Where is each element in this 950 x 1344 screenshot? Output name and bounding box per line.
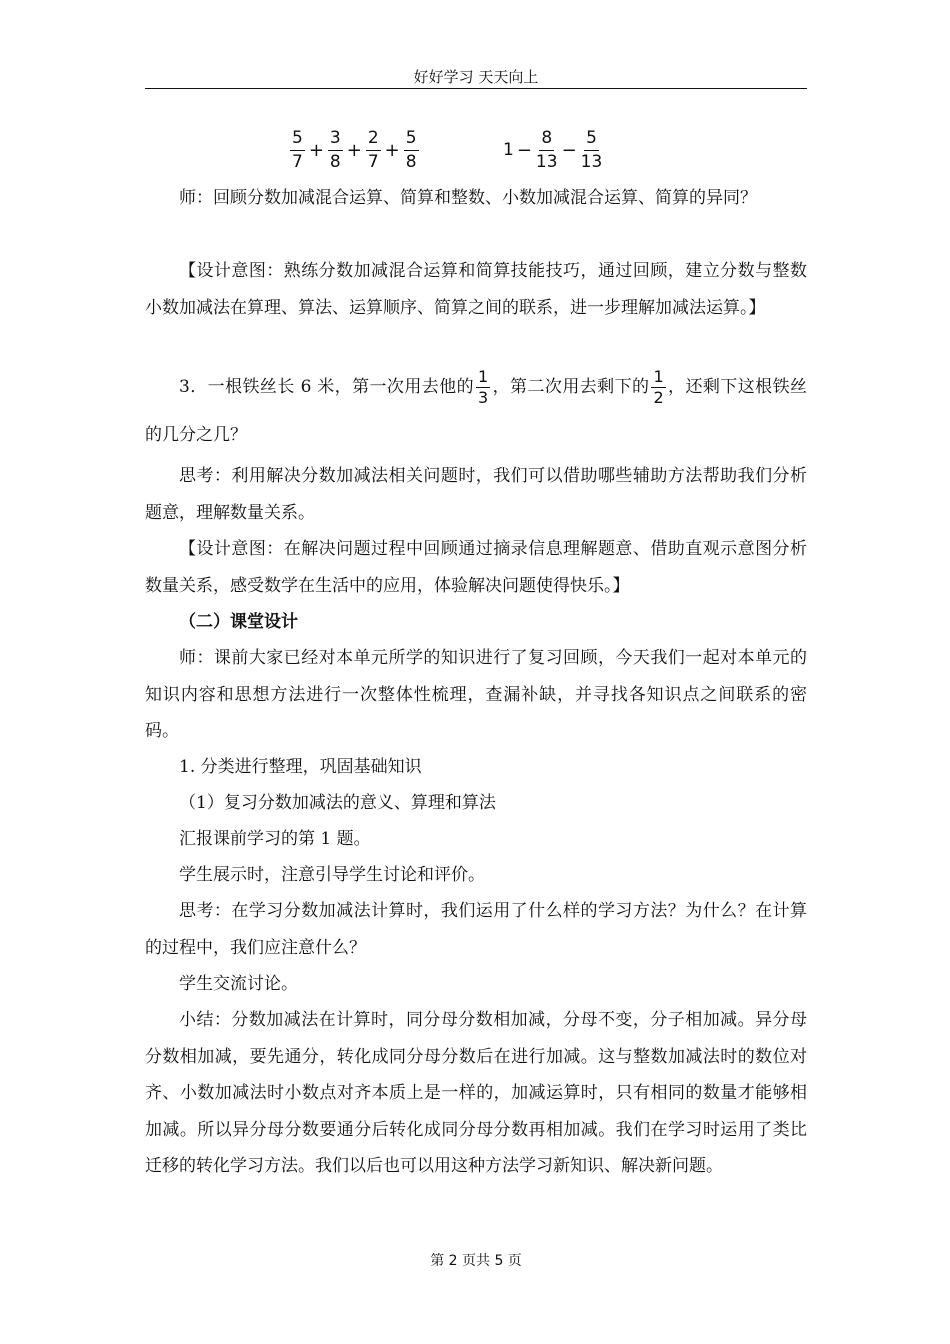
fraction: $\frac{5}{7}$ [292, 127, 303, 172]
paragraph-design-intent-1: 【设计意图：熟练分数加减混合运算和简算技能技巧，通过回顾，建立分数与整数小数加减法在算理、算法、运算顺序、简算之间的联系，进一步理解加减法运算。】 [145, 261, 807, 318]
paragraph-student-discussion: 学生交流讨论。 [179, 974, 298, 994]
operator: + [308, 139, 324, 161]
operator: − [516, 139, 532, 161]
paragraph-step-1-1: （1）复习分数加减法的意义、算理和算法 [179, 793, 496, 813]
fraction: $\frac{3}{8}$ [329, 127, 341, 172]
fraction: $\frac{5}{8}$ [405, 127, 417, 172]
header-divider [145, 88, 807, 89]
fraction: $\frac{1}{2}$ [653, 367, 664, 407]
math-expression-1 [289, 125, 420, 175]
page-footer: 第 2 页共 5 页 [430, 1253, 522, 1269]
leading-number: 1 [503, 140, 514, 160]
paragraph-thinking-2: 思考：在学习分数加减法计算时，我们运用了什么样的学习方法？为什么？在计算的过程中，我们应注意什么？ [145, 901, 807, 958]
math-expression-2 [503, 125, 603, 175]
paragraph-teacher-review: 师：回顾分数加减混合运算、简算和整数、小数加减混合运算、简算的异同？ [179, 188, 757, 208]
fraction: $\frac{8}{13}$ [535, 127, 558, 172]
paragraph-step-1: 1. 分类进行整理，巩固基础知识 [179, 757, 422, 777]
operator: + [384, 139, 400, 161]
paragraph-report: 汇报课前学习的第 1 题。 [179, 829, 371, 849]
fraction: $\frac{5}{13}$ [580, 127, 603, 172]
fraction: $\frac{2}{7}$ [367, 127, 379, 172]
paragraph-teacher-intro: 师：课前大家已经对本单元所学的知识进行了复习回顾，今天我们一起对本单元的知识内容和思想方法进行一次整体性梳理，查漏补缺，并寻找各知识点之间联系的密码。 [145, 648, 807, 741]
paragraph-design-intent-2: 【设计意图：在解决问题过程中回顾通过摘录信息理解题意、借助直观示意图分析数量关系，感受数学在生活中的应用，体验解决问题使得快乐。】 [145, 539, 807, 596]
paragraph-thinking-1: 思考：利用解决分数加减法相关问题时，我们可以借助哪些辅助方法帮助我们分析题意，理解数量关系。 [145, 466, 807, 523]
fraction: $\frac{1}{3}$ [478, 367, 489, 407]
paragraph-summary: 小结：分数加减法在计算时，同分母分数相加减，分母不变，分子相加减。异分母分数相加减，要先通分，转化成同分母分数后在进行加减。这与整数加减法时的数位对齐、小数加减法时小数点对齐本质上是一样的，加减运算时，只有相同的数量才能够相加减。所以异分母分数要通分后转化成同分母分数再相加减。我们在学习时运用了类比迁移的转化学习方法。我们以后也可以用这种方法学习新知识、解决新问题。 [145, 1010, 807, 1176]
paragraph-student-display: 学生展示时，注意引导学生讨论和评价。 [179, 865, 485, 885]
section-heading-classroom-design: （二）课堂设计 [179, 612, 298, 632]
page-header: 好好学习 天天向上 [413, 68, 539, 86]
operator: − [561, 139, 577, 161]
paragraph-problem-3: 3．一根铁丝长 6 米，第一次用去他的 $\frac{1}{3}$ ，第二次用去剩下的 $\frac{1}{2}$ ，还剩下这根铁丝的几分之几？ [145, 367, 807, 445]
operator: + [346, 139, 362, 161]
